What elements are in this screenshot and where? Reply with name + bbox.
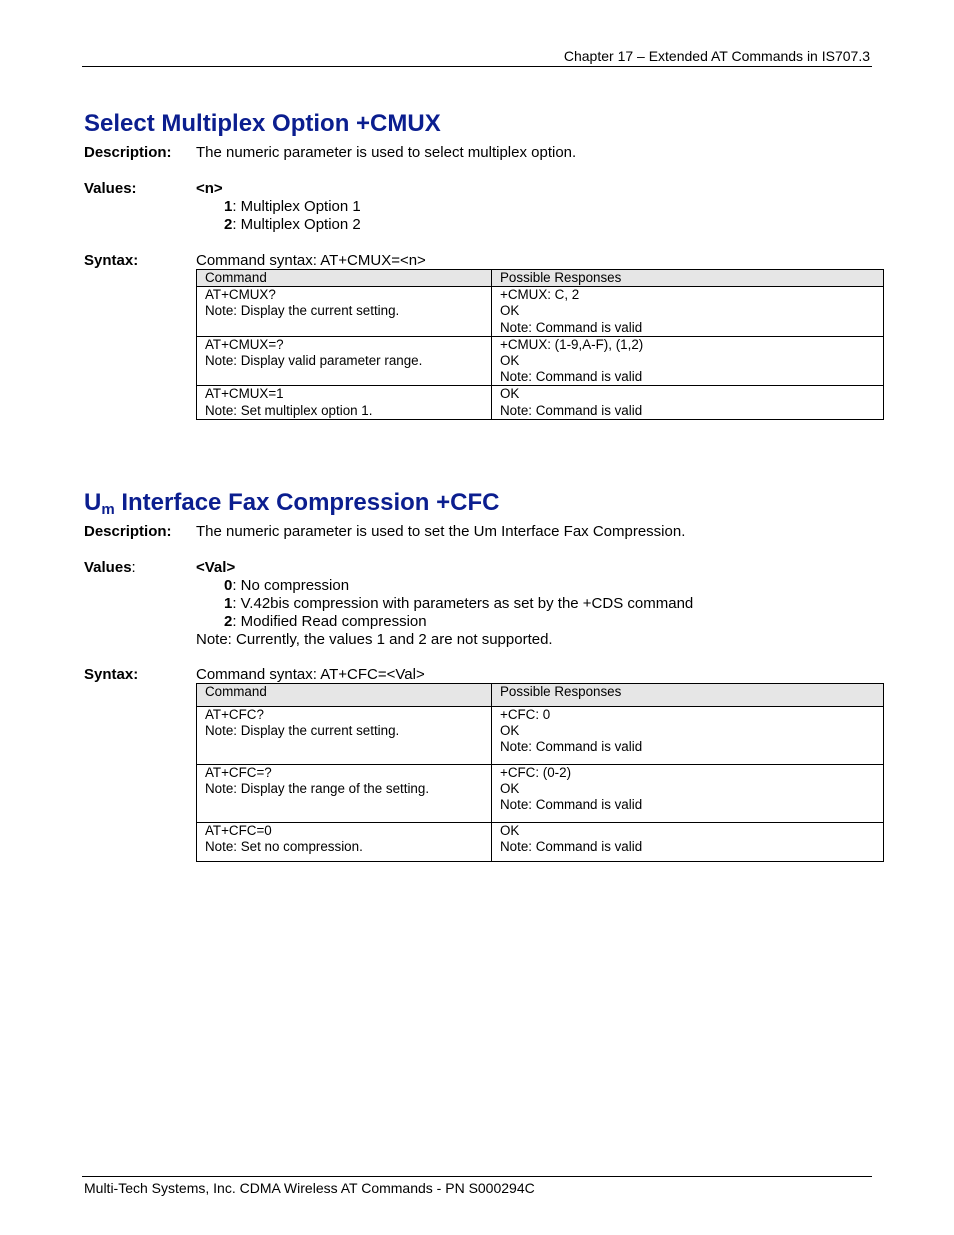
table-row <box>197 287 884 337</box>
syntax-label: Syntax: <box>84 666 139 683</box>
response-cell: +CMUX: (1-9,A-F), (1,2) OK Note: Command is valid <box>492 336 884 386</box>
value-item: 2: Modified Read compression <box>224 613 427 630</box>
value-item: 0: No compression <box>224 577 350 594</box>
footer-rule <box>82 1176 872 1177</box>
command-table-cfc <box>196 683 884 862</box>
table-row <box>197 336 884 386</box>
table-header-row <box>197 684 884 707</box>
page-footer: Multi-Tech Systems, Inc. CDMA Wireless AT Commands - PN S000294C <box>84 1180 535 1196</box>
command-cell: AT+CMUX=? Note: Display valid parameter range. <box>197 336 492 386</box>
values-note: Note: Currently, the values 1 and 2 are not supported. <box>196 631 553 648</box>
response-cell: OK Note: Command is valid <box>492 823 884 862</box>
description-label: Description: <box>84 144 172 161</box>
table-header-row <box>197 270 884 287</box>
page-header: Chapter 17 – Extended AT Commands in IS707.3 <box>563 48 870 64</box>
table-header-command: Command <box>197 684 492 707</box>
value-item: 1: Multiplex Option 1 <box>224 198 361 215</box>
command-cell: AT+CMUX=1 Note: Set multiplex option 1. <box>197 386 492 419</box>
description-text: The numeric parameter is used to set the Um Interface Fax Compression. <box>196 523 686 540</box>
table-row <box>197 765 884 823</box>
response-cell: +CFC: (0-2) OK Note: Command is valid <box>492 765 884 823</box>
command-cell: AT+CFC=0 Note: Set no compression. <box>197 823 492 862</box>
command-cell: AT+CMUX? Note: Display the current setting. <box>197 287 492 337</box>
syntax-label: Syntax: <box>84 252 139 269</box>
syntax-text: Command syntax: AT+CMUX=<n> <box>196 252 426 269</box>
section-title-cfc: $U_m$ Interface Fax Compression +CFC <box>84 489 500 518</box>
header-rule <box>82 66 872 67</box>
description-text: The numeric parameter is used to select multiplex option. <box>196 144 577 161</box>
value-item: 2: Multiplex Option 2 <box>224 216 361 233</box>
table-header-responses: Possible Responses <box>492 270 884 287</box>
table-row <box>197 823 884 862</box>
response-cell: +CMUX: C, 2 OK Note: Command is valid <box>492 287 884 337</box>
description-label: Description: <box>84 523 172 540</box>
syntax-text: Command syntax: AT+CFC=<Val> <box>196 666 425 683</box>
table-row <box>197 707 884 765</box>
param-name: <Val> <box>196 559 236 576</box>
table-header-command: Command <box>197 270 492 287</box>
response-cell: +CFC: 0 OK Note: Command is valid <box>492 707 884 765</box>
command-cell: AT+CFC=? Note: Display the range of the setting. <box>197 765 492 823</box>
values-label: Values: <box>84 559 136 576</box>
response-cell: OK Note: Command is valid <box>492 386 884 419</box>
table-row <box>197 386 884 419</box>
table-header-responses: Possible Responses <box>492 684 884 707</box>
command-table-cmux <box>196 269 884 420</box>
value-item: 1: V.42bis compression with parameters as set by the +CDS command <box>224 595 694 612</box>
param-name: <n> <box>196 180 223 197</box>
values-label: Values: <box>84 180 137 197</box>
command-cell: AT+CFC? Note: Display the current setting. <box>197 707 492 765</box>
section-title-cmux: Select Multiplex Option +CMUX <box>84 110 441 137</box>
